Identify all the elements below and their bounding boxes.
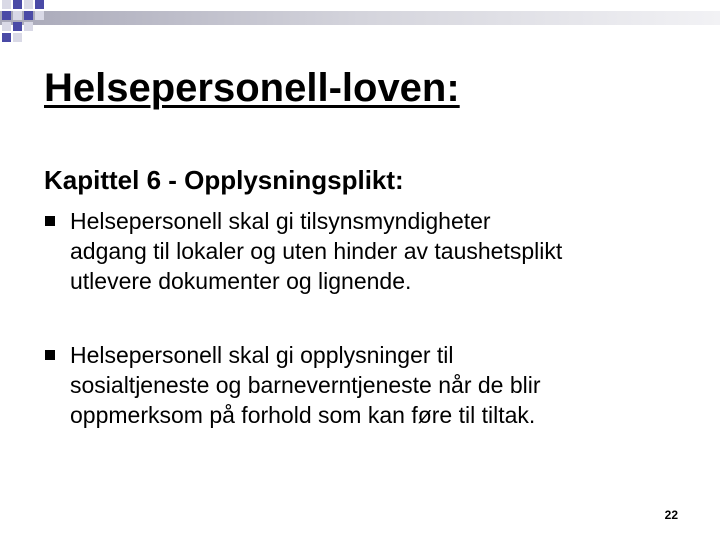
header-square [24,11,33,20]
header-square [13,22,22,31]
bullet-line: adgang til lokaler og uten hinder av taushetsplikt [70,238,563,264]
header-square [24,0,33,9]
bullet-item [40,340,700,430]
bullet-line: utlevere dokumenter og lignende. [70,268,412,294]
header-square [35,0,44,9]
header-square [2,22,11,31]
slide-subtitle: Kapittel 6 - Opplysningsplikt: [44,165,404,195]
header-square [35,11,44,20]
header-square [2,0,11,9]
bullet-line: Helsepersonell skal gi opplysninger til [70,342,454,368]
bullet-line: Helsepersonell skal gi tilsynsmyndigheter [70,208,491,234]
header-square [2,33,11,42]
bullet-item [40,206,700,296]
header-square [13,0,22,9]
bullet-line: oppmerksom på forhold som kan føre til tiltak. [70,402,536,428]
header-gradient-bar [0,11,720,25]
header-square [24,22,33,31]
header-decoration [0,0,720,50]
bullet-list [40,206,700,430]
header-square [13,33,22,42]
slide-title: Helsepersonell-loven: [44,66,460,110]
square-bullet-icon [45,350,55,360]
header-square [2,11,11,20]
header-square [13,11,22,20]
square-bullet-icon [45,216,55,226]
bullet-line: sosialtjeneste og barneverntjeneste når de blir [70,372,541,398]
page-number: 22 [664,508,678,522]
